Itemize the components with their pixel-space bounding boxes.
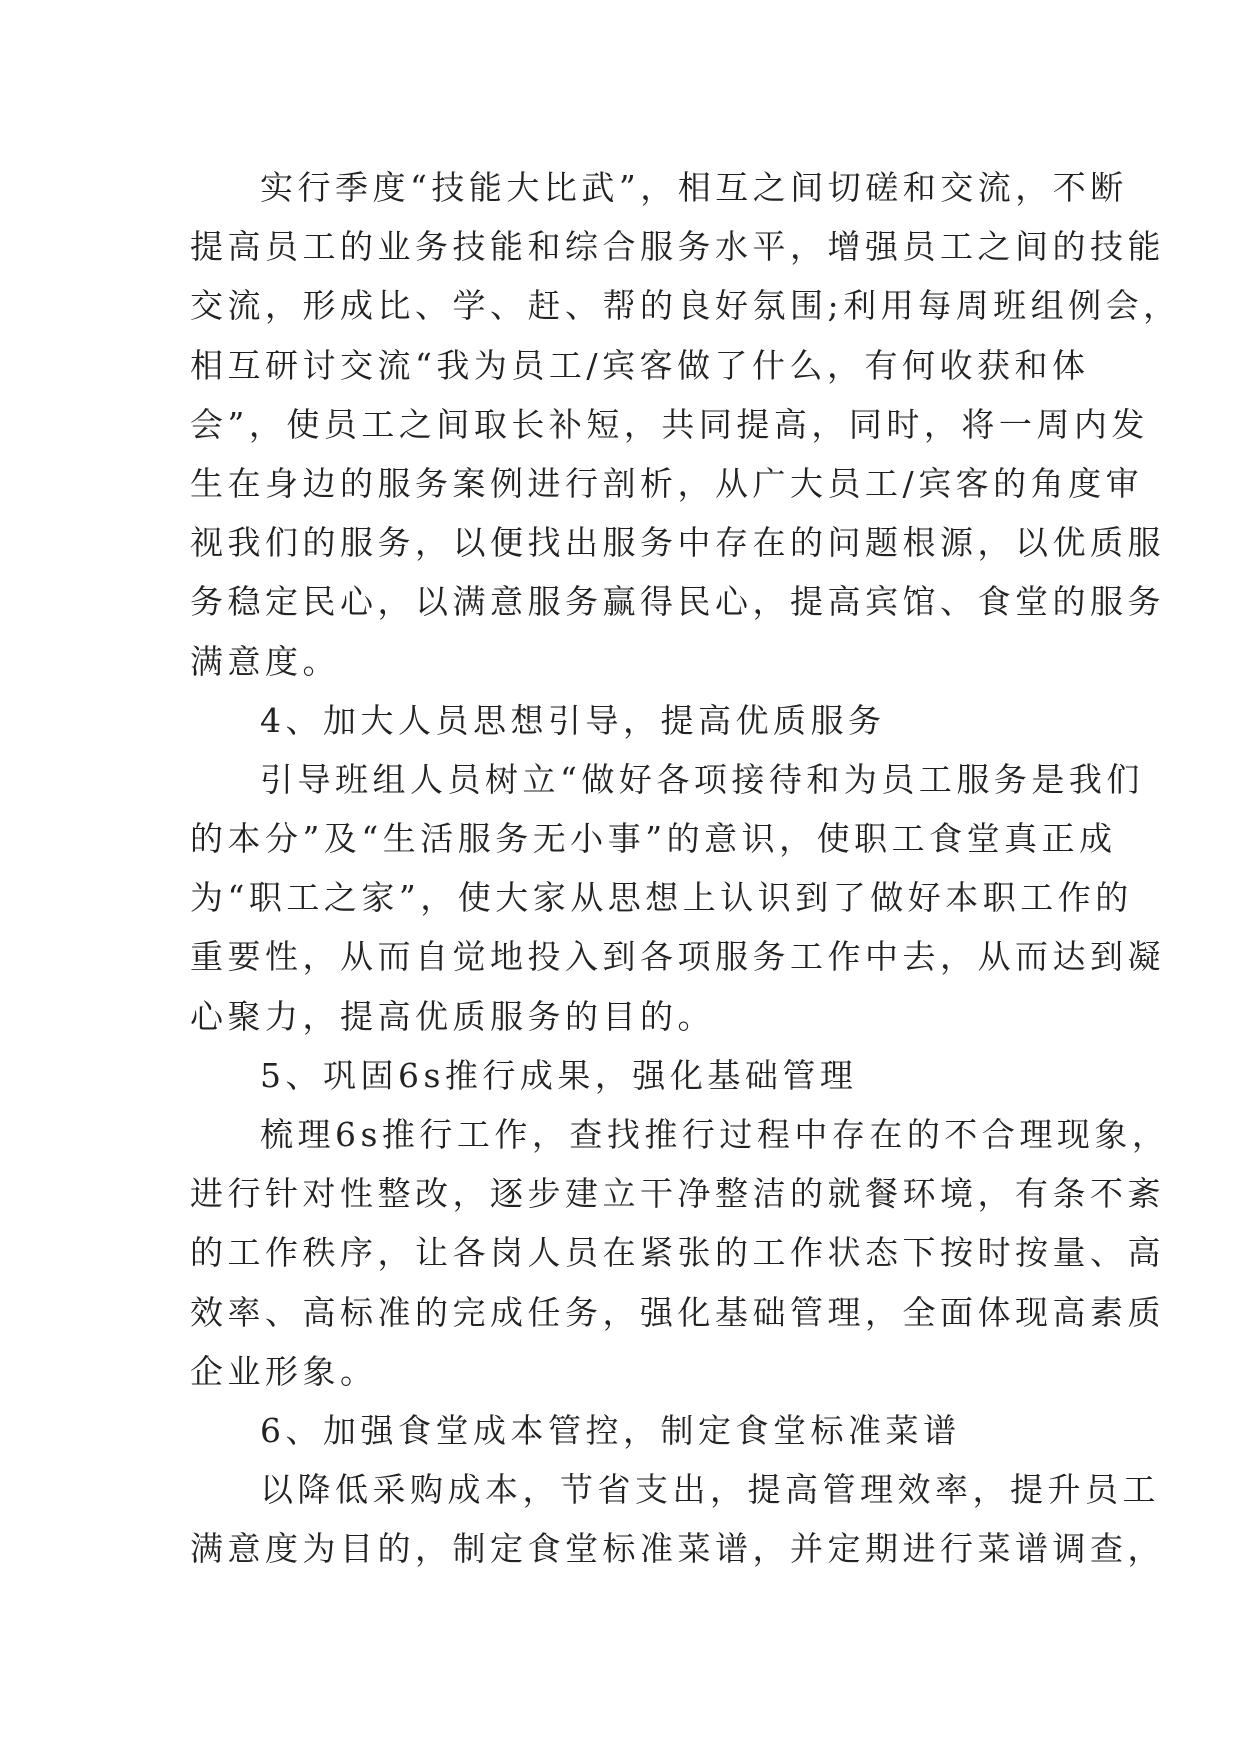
document-body xyxy=(190,158,1181,1579)
paragraph-line: 相互研讨交流“我为员工/宾客做了什么，有何收获和体 xyxy=(190,345,1090,385)
paragraph-line: 企业形象。 xyxy=(190,1351,378,1391)
section-heading: 5、巩固6s推行成果，强化基础管理 xyxy=(260,1055,858,1095)
section-heading: 6、加强食堂成本管控，制定食堂标准菜谱 xyxy=(260,1410,961,1450)
paragraph-line: 提高员工的业务技能和综合服务水平，增强员工之间的技能 xyxy=(190,227,1165,267)
paragraph-line: 为“职工之家”，使大家从思想上认识到了做好本职工作的 xyxy=(190,878,1133,918)
paragraph-line: 满意度为目的，制定食堂标准菜谱，并定期进行菜谱调查， xyxy=(190,1529,1165,1569)
paragraph-line: 梳理6s推行工作，查找推行过程中存在的不合理现象， xyxy=(260,1115,1170,1154)
paragraph-line: 心聚力，提高优质服务的目的。 xyxy=(190,996,715,1036)
paragraph-line: 会”，使员工之间取长补短，共同提高，同时，将一周内发 xyxy=(190,404,1149,444)
paragraph-line: 的工作秩序，让各岗人员在紧张的工作状态下按时按量、高 xyxy=(190,1233,1165,1273)
paragraph-line: 效率、高标准的完成任务，强化基础管理，全面体现高素质 xyxy=(190,1292,1165,1332)
paragraph-line: 交流，形成比、学、赶、帮的良好氛围;利用每周班组例会， xyxy=(190,286,1181,326)
paragraph-line: 以降低采购成本，节省支出，提高管理效率，提升员工 xyxy=(260,1470,1160,1510)
paragraph-line: 的本分”及“生活服务无小事”的意识，使职工食堂真正成 xyxy=(190,819,1117,859)
paragraph-line: 务稳定民心，以满意服务赢得民心，提高宾馆、食堂的服务 xyxy=(190,582,1165,622)
paragraph-line: 生在身边的服务案例进行剖析，从广大员工/宾客的角度审 xyxy=(190,463,1144,503)
paragraph-line: 实行季度“技能大比武”，相互之间切磋和交流，不断 xyxy=(260,168,1128,207)
paragraph-line: 进行针对性整改，逐步建立干净整洁的就餐环境，有条不紊 xyxy=(190,1174,1165,1214)
paragraph-line: 重要性，从而自觉地投入到各项服务工作中去，从而达到凝 xyxy=(190,937,1165,977)
paragraph-line: 视我们的服务，以便找出服务中存在的问题根源，以优质服 xyxy=(190,523,1165,563)
paragraph-line: 引导班组人员树立“做好各项接待和为员工服务是我们 xyxy=(260,759,1144,799)
paragraph-line: 满意度。 xyxy=(190,641,340,681)
section-heading: 4、加大人员思想引导，提高优质服务 xyxy=(260,700,886,740)
